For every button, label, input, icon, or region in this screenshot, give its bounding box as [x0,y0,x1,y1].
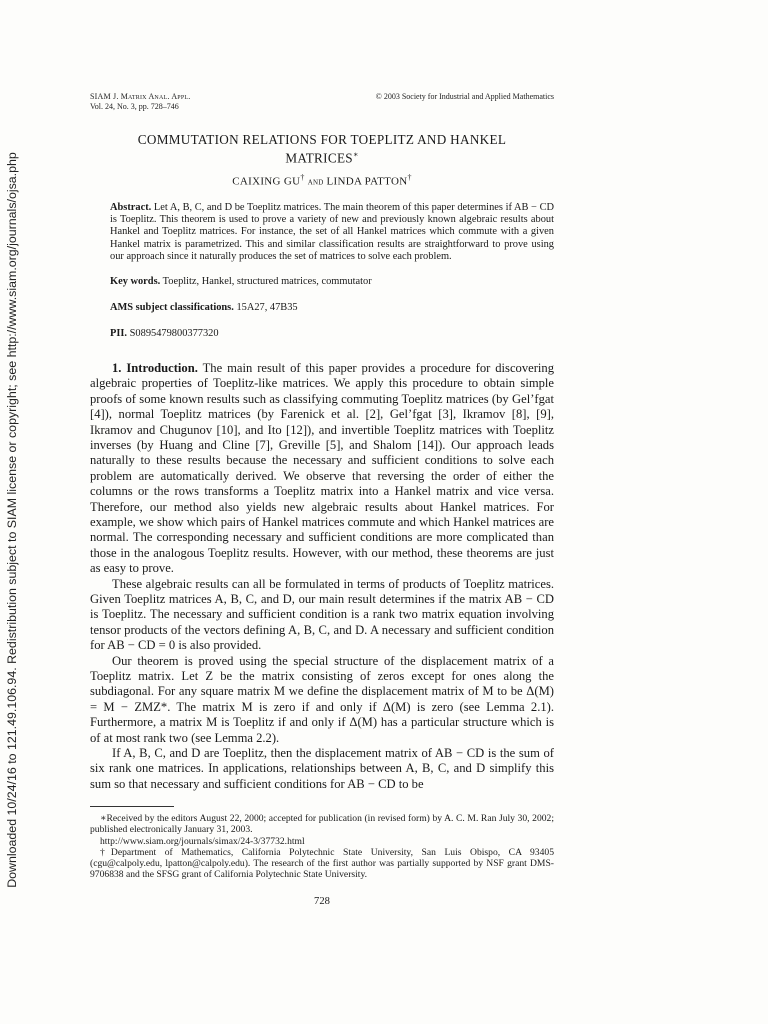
footnotes [90,813,554,880]
footnote-url[interactable]: http://www.siam.org/journals/simax/24-3/37732.html [100,835,305,847]
paragraph-3: Our theorem is proved using the special structure of the displacement matrix of a Toeplitz matrix. Let Z be the matrix consisting of zeros except for ones along the subdiagonal. For any square matrix M we define the displacement matrix of M to be Δ(M) = M − ZMZ*. The matrix M is zero if and only if Δ(M) is zero (see Lemma 2.1). Furthermore, a matrix M is Toeplitz if and only if Δ(M) has a particular structure which is of at most rank two (see Lemma 2.2). [90,653,554,745]
abstract-text: Let A, B, C, and D be Toeplitz matrices. The main theorem of this paper determines if AB − CD is Toeplitz. This theorem is used to prove a variety of new and previously known algebraic results about Hankel and Toeplitz matrices. For instance, the set of all Hankel matrices which commute with a given Hankel matrix is parametrized. This and similar classification results are straightforward to prove using our approach since it naturally produces the set of matrices to solve each problem. [110,201,554,263]
footnote-affiliation: †Department of Mathematics, California Polytechnic State University, San Luis Obispo, CA 93405 (cgu@calpoly.edu, lpatton@calpoly.edu). The research of the first author was partially supported by NSF grant DMS-9706838 and the SFSG grant of California Polytechnic State University. [90,846,554,881]
paper-metadata [110,276,554,341]
author-1-mark: † [300,173,305,183]
paragraph-1 [90,361,554,577]
pii-label: PII. [110,328,128,340]
title-line-2-text: MATRICES [285,150,353,166]
author-1: CAIXING GU [232,176,301,189]
pii [110,328,554,340]
author-2: LINDA PATTON [326,176,408,189]
section-heading: 1. Introduction. [112,360,198,375]
author-conjunction: and [307,177,324,189]
keywords-label: Key words. [110,275,161,287]
paragraph-2: These algebraic results can all be formulated in terms of products of Toeplitz matrices. Given Toeplitz matrices A, B, C, and D, our main result determines if the matrix AB − CD is Toeplitz. The necessary and sufficient condition is a rank two matrix equation involving tensor products of the vectors defining A, B, C, and D. A necessary and sufficient condition for AB − CD = 0 is also provided. [90,576,554,653]
abstract [110,202,554,264]
abstract-label: Abstract. [110,201,152,213]
footnote-rule [90,806,174,807]
title-line-1: COMMUTATION RELATIONS FOR TOEPLITZ AND HANKEL [137,132,507,147]
download-notice: Downloaded 10/24/16 to 121.49.106.94. Redistribution subject to SIAM license or copyright; see http://www.siam.org/journals/ojsa.php [5,152,19,888]
ams-label: AMS subject classifications. [110,302,234,314]
author-2-mark: † [407,173,412,183]
copyright-notice: © 2003 Society for Industrial and Applied Mathematics [375,92,554,101]
journal-name: SIAM J. Matrix Anal. Appl. [90,92,191,101]
keywords-text: Toeplitz, Hankel, structured matrices, commutator [162,275,372,287]
running-header [90,92,554,118]
title-footnote-mark: ∗ [352,150,359,159]
journal-info [90,92,190,112]
paragraph-4: If A, B, C, and D are Toeplitz, then the displacement matrix of AB − CD is the sum of six rank one matrices. In applications, relationships between A, B, C, and D simplify this sum so that necessary and sufficient conditions for AB − CD to be [90,746,554,791]
paragraph-1-text: The main result of this paper provides a procedure for discovering algebraic properties of Toeplitz-like matrices. We apply this procedure to obtain simple proofs of some known results such as classifying commuting Toeplitz matrices (by Gel’fgat [4]), normal Toeplitz matrices (by Farenick et al. [2], Gel’fgat [3], Ikramov [8], [9], Ikramov and Chugunov [10], and Ito [12]), and invertible Toeplitz matrices with Toeplitz inverses (by Huang and Cline [7], Greville [5], and Shalom [14]). Our approach leads naturally to these results because the necessary and sufficient conditions to solve each problem are automatically derived. We observe that reversing the order of either the columns or the rows transforms a Toeplitz matrix into a Hankel matrix and vice versa. Therefore, our method also yields new algebraic results about Hankel matrices. For example, we show which pairs of Hankel matrices commute and which Hankel matrices are normal. The corresponding necessary and sufficient conditions are more complicated than those in the analogous Toeplitz results. However, with our method, these theorems are just as easy to prove. [90,360,555,576]
ams-text: 15A27, 47B35 [236,302,298,314]
body-text [90,361,554,792]
footnote-received: ∗Received by the editors August 22, 2000; accepted for publication (in revised form) by A. C. M. Ran July 30, 2002; published electronically January 31, 2003. [90,813,554,836]
ams-classifications [110,302,554,314]
keywords [110,276,554,288]
title-line-2 [90,147,554,165]
paper-title [90,132,554,165]
journal-volume: Vol. 24, No. 3, pp. 728–746 [90,102,179,111]
paper-page [90,92,554,910]
download-notice-margin [2,150,22,890]
page-number: 728 [314,896,330,908]
pii-text: S0895479800377320 [129,328,219,340]
author-line [90,170,554,190]
